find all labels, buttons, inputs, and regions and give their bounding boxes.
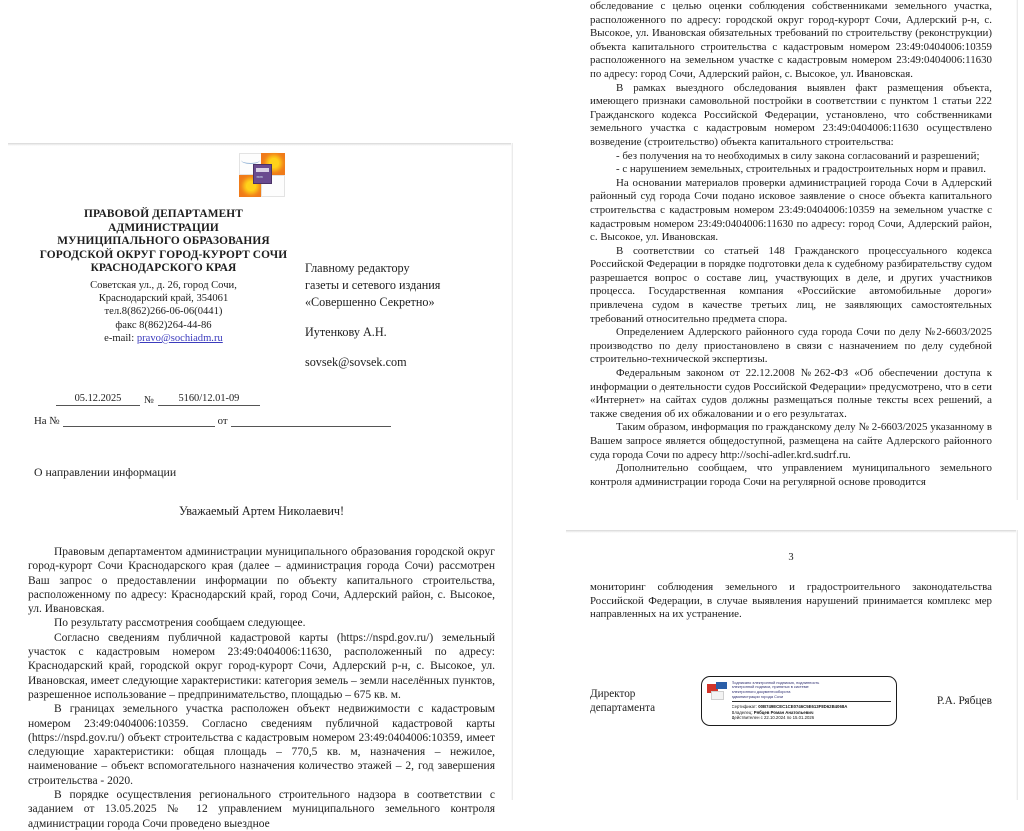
paragraph: На основании материалов проверки администрацией города Сочи в Адлерский районный суд города Сочи подано исковое заявление о сносе объекта капитального строительства с кадастровым номером 23:49:0404006:10359 на земельном участке с кадастровым номером 23:49:0404006:11630 по адресу: город Сочи, Адлерский район, с. Высокое, ул. Ивановская. (590, 176, 992, 244)
signer-name: Р.А. Рябцев (936, 694, 992, 707)
registration-line (56, 393, 495, 406)
page-top-edge (8, 143, 513, 146)
paragraph: Дополнительно сообщаем, что управлением муниципального земельного контроля администрации города Сочи на регулярной основе проводится (590, 462, 992, 488)
reply-number-label: На № (34, 415, 60, 427)
page-top-edge (566, 530, 1018, 533)
addressee-line-3: «Совершенно Секретно» (304, 295, 435, 309)
addressee-line-1: Главному редактору (304, 261, 410, 275)
subject-line: О направлении информации (34, 465, 177, 479)
organization-contacts (28, 279, 299, 345)
reply-number-field[interactable] (63, 415, 215, 427)
registration-date: 05.12.2025 (56, 393, 140, 406)
paragraph: Федеральным законом от 22.12.2008 №262-ФЗ «Об обеспечении доступа к информации о деятельности судов Российской Федерации» предусмотрено, что в сети «Интернет» на сайтах судов должны размещаться полные тексты всех решений, а также сведения об их обжаловании и о его результатах. (590, 367, 992, 420)
signer-title (590, 687, 695, 715)
paragraph: В порядке осуществления регионального строительного надзора в соответствии с заданием от 13.05.2025 № 12 управлением муниципального земельного контроля администрации города Сочи проведено выездное (28, 789, 495, 830)
org-address-line-1: Советская ул., д. 26, город Сочи, (90, 279, 237, 291)
document-page-2 (566, 0, 1018, 500)
org-fax: факс 8(862)264-44-86 (115, 319, 212, 331)
stamp-text-block (732, 681, 891, 721)
emblem-container (28, 143, 495, 202)
paragraph: - с нарушением земельных, строительных и градостроительных норм и правил. (616, 163, 986, 176)
organization-block (28, 208, 299, 345)
paragraph: В соответствии со статьей 148 Гражданского процессуального кодекса Российской Федерации в порядке подготовки дела к судебному разбирательству судом разрешается вопрос о составе лиц, участвующих в деле, и других участников процесса. Государственная компания «Российские автомобильные дороги» привлечена судом в качестве третьих лиц, не заявляющих самостоятельных требований относительно предмета спора. (590, 244, 992, 325)
stamp-line-4: администрации города Сочи (731, 694, 784, 699)
paragraph: - без получения на то необходимых в силу закона согласований и разрешений; (616, 149, 980, 162)
paragraph: Правовым департаментом администрации муниципального образования городской округ город-курорт Сочи Краснодарского края (далее – администрация города Сочи) рассмотрен Ваш запрос о предоставлении информации по объекту капитального строительства, расположенному по адресу: Краснодарский край, город Сочи, Адлерский район, с. Высокое, ул. Ивановская. (28, 546, 495, 616)
signature-emblem-icon (707, 682, 727, 702)
signature-row (590, 676, 992, 726)
signer-title-line-2: департамента (590, 701, 656, 714)
page-3-body (590, 581, 992, 622)
sochi-coat-of-arms-icon: ≈≈ (239, 153, 285, 197)
paragraph: В границах земельного участка расположен объект недвижимости с кадастровым номером 23:49:0404006:10359. Согласно сведениям публичной кадастровой карты (https://nspd.gov.ru/) объект строительства с кадастровым номером 23:49:0404006:10359, имеет следующие характеристики: общая площадь – 770,5 кв. м, назначения – нежилое, наименование – объект вспомогательного назначения количество этажей – 2, год завершения строительства - 2020. (28, 703, 495, 787)
document-page-3 (566, 530, 1018, 800)
paragraph: Согласно сведениям публичной кадастровой карты (https://nspd.gov.ru/) земельный участок с кадастровым номером 23:49:0404006:11630, расположенный по адресу: Краснодарский край, городской округ город-курорт Сочи, Адлерский р-н, с. Высокое, ул. Ивановская, имеет следующие характеристики: категория земель – земли населённых пунктов, разрешенное использование – предпринимательство, площадью – 675 кв. м. (28, 631, 495, 701)
org-email-row (28, 332, 299, 345)
signer-title-line-1: Директор (590, 687, 636, 700)
stamp-line-2: электронной подписи, принятых в системе (731, 685, 809, 690)
addressee-person: Иутенкову А.Н. (304, 325, 387, 339)
stamp-owner-value: Рябцев Роман Анатольевич (753, 709, 814, 715)
org-email-label: e-mail: (104, 332, 135, 344)
stamp-divider (732, 701, 891, 702)
stamp-certificate-label: Сертификат: (731, 704, 758, 710)
letterhead (28, 208, 495, 371)
reply-reference-line (34, 415, 495, 427)
stamp-line-1: Подписано электронной подписью, подлинность (731, 680, 820, 685)
page-right-edge (1016, 530, 1018, 800)
org-phone: тел.8(862)266-06-06(0441) (104, 306, 223, 318)
paragraph: обследование с целью оценки соблюдения собственниками земельного участка, расположенного по адресу: городской округ город-курорт Сочи, Адлерский р-н, с. Высокое, ул. Ивановская обязательных требований по строительству (реконструкции) объекта капитального строительства с кадастровым номером 23:49:0404006:10359 расположенного на земельном участке с кадастровым номером 23:49:0404006:11630 по адресу: город Сочи, Адлерский район, с. Высокое, ул. Ивановская. (590, 0, 992, 80)
stamp-validity-row (732, 715, 891, 721)
paragraph: мониторинг соблюдения земельного и градостроительного законодательства Российской Федерации, в случае выявления нарушений принимается комплекс мер направленных на их устранение. (590, 581, 992, 621)
salutation: Уважаемый Артем Николаевич! (178, 504, 345, 518)
org-title-line-2: АДМИНИСТРАЦИИ (108, 221, 219, 234)
org-title-line-3: МУНИЦИПАЛЬНОГО ОБРАЗОВАНИЯ (57, 235, 270, 248)
org-email-link[interactable]: pravo@sochiadm.ru (136, 332, 223, 344)
paragraph: В рамках выездного обследования выявлен факт размещения объекта, имеющего признаки самовольной постройки в соответствии с пунктом 1 статьи 222 Гражданского кодекса Российской Федерации, установлено, что собственниками земельного участка с кадастровым номером 23:49:0404006:11630 осуществлено возведение (строительство) объекта капитального строительства: (590, 81, 992, 148)
registration-number-sign: № (144, 395, 154, 406)
org-title-line-1: ПРАВОВОЙ ДЕПАРТАМЕНТ (84, 208, 243, 220)
page-2-body (590, 0, 992, 489)
page-right-edge (1016, 0, 1018, 500)
page-1-body (28, 545, 495, 831)
addressee-block (299, 208, 495, 371)
stamp-validity-label: Действителен с (731, 715, 763, 721)
stamp-owner-label: Владелец: (731, 709, 753, 715)
reply-date-field[interactable] (231, 415, 391, 427)
org-title-line-5: КРАСНОДАРСКОГО КРАЯ (90, 262, 237, 275)
org-address-line-2: Краснодарский край, 354061 (98, 293, 229, 305)
org-title-line-4: ГОРОДСКОЙ ОКРУГ ГОРОД-КУРОРТ СОЧИ (39, 248, 288, 261)
stamp-valid-from: 22.10.2024 (763, 715, 786, 721)
addressee-email: sovsek@sovsek.com (304, 355, 407, 369)
registration-number: 5160/12.01-09 (158, 393, 260, 406)
paragraph: Таким образом, информация по гражданскому делу № 2-6603/2025 указанному в Вашем запросе является общедоступной, размещена на сайте Адлерского районного суда города Сочи по адресу http://sochi-adler.krd.sudrf.ru. (590, 421, 992, 461)
page-right-edge (511, 143, 513, 800)
stamp-certificate-value: 00B749ECEC1CE0746C5E613F8D62B4068A (758, 704, 848, 710)
stamp-valid-to: 15.01.2026 (792, 715, 815, 721)
stamp-valid-to-label: по (786, 715, 792, 721)
page-number: 3 (788, 552, 794, 563)
document-page-1 (8, 143, 513, 830)
paragraph: Определением Адлерского районного суда города Сочи по делу №2-6603/2025 производство по делу приостановлено в связи с назначением по делу судебной строительно-технической экспертизы. (590, 326, 992, 366)
digital-signature-stamp (701, 676, 897, 726)
reply-date-label: от (217, 415, 228, 427)
paragraph: По результату рассмотрения сообщаем следующее. (54, 617, 306, 630)
addressee-line-2: газеты и сетевого издания (304, 278, 441, 292)
stamp-line-3: электронного документооборота (731, 689, 791, 694)
